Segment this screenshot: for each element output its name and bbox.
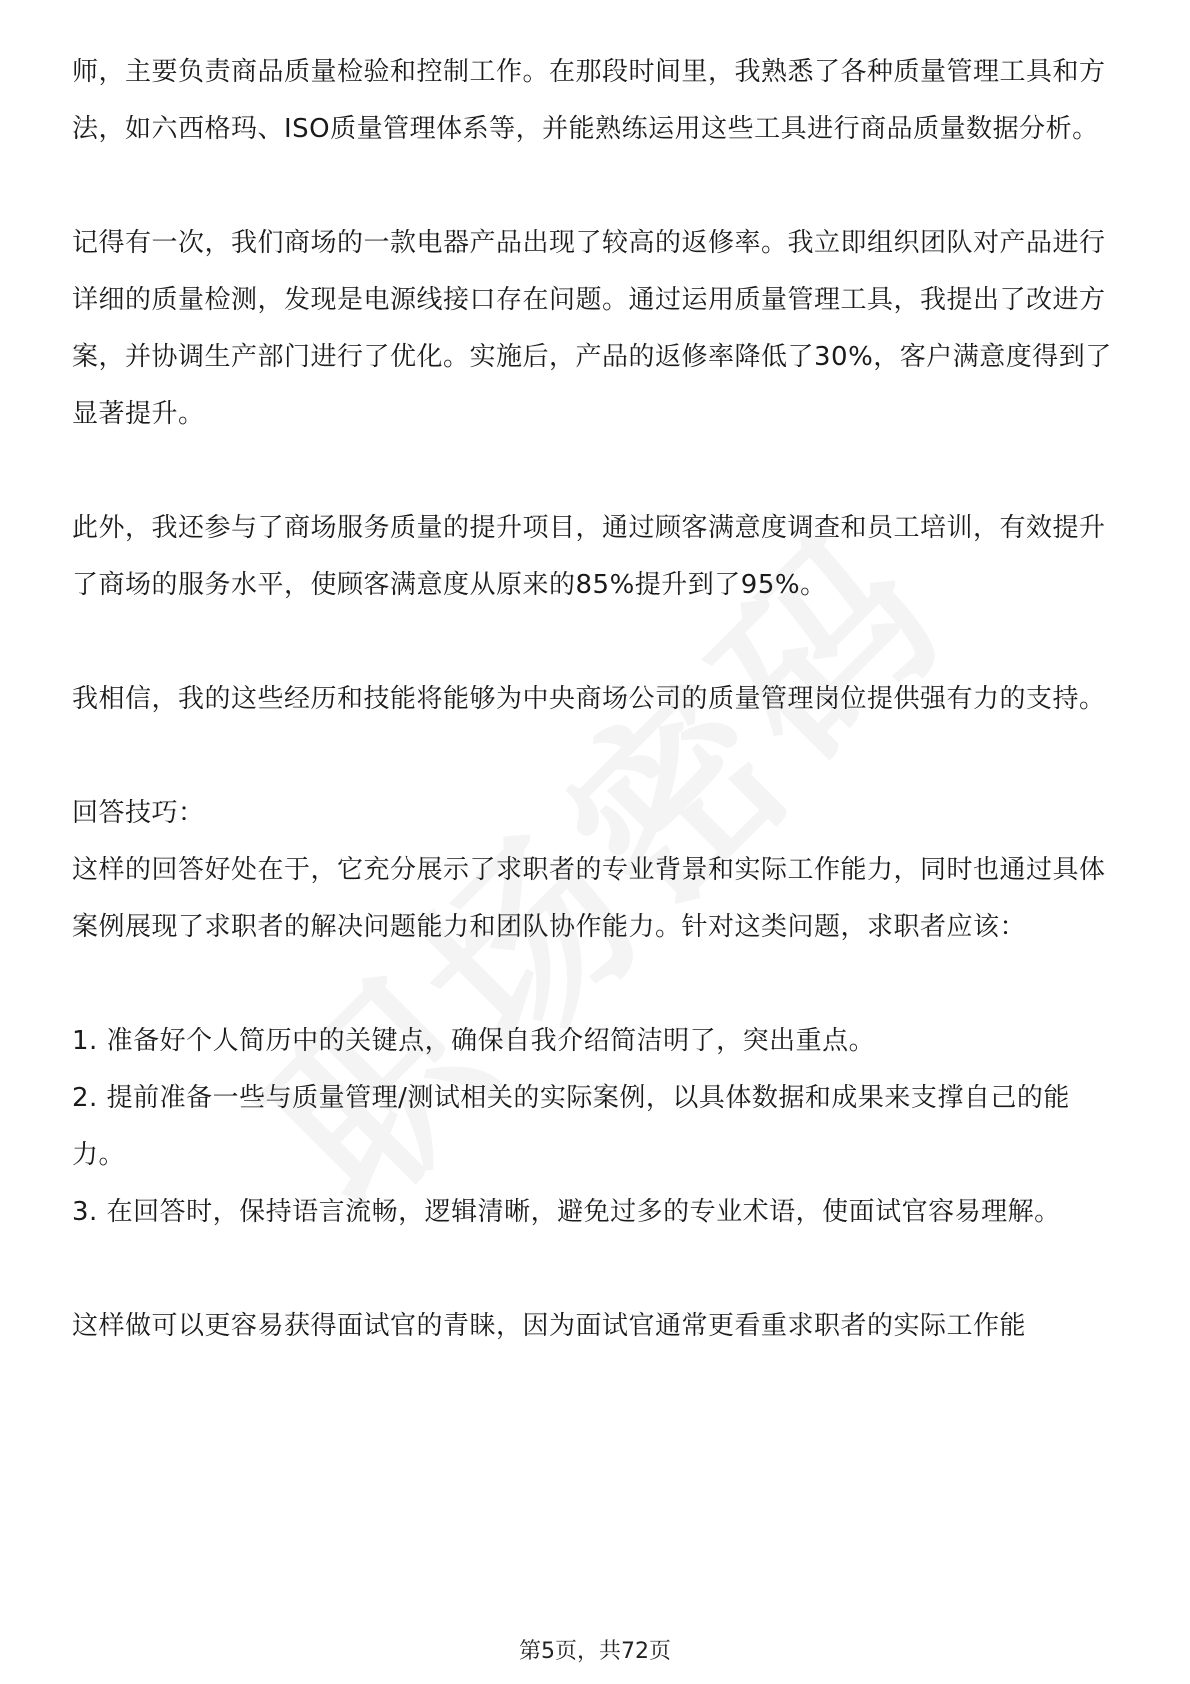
tips-list-item: 3. 在回答时，保持语言流畅，逻辑清晰，避免过多的专业术语，使面试官容易理解。 <box>72 1197 1061 1227</box>
paragraph-case-example: 记得有一次，我们商场的一款电器产品出现了较高的返修率。我立即组织团队对产品进行详细的质量检测，发现是电源线接口存在问题。通过运用质量管理工具，我提出了改进方案，并协调生产部门进行了优化。实施后，产品的返修率降低了30%，客户满意度得到了显著提升。 <box>72 228 1112 429</box>
page-indicator: 第5页，共72页 <box>519 1639 671 1664</box>
document-body <box>72 44 1118 1355</box>
paragraph-experience: 师，主要负责商品质量检验和控制工作。在那段时间里，我熟悉了各种质量管理工具和方法，如六西格玛、ISO质量管理体系等，并能熟练运用这些工具进行商品质量数据分析。 <box>72 57 1106 144</box>
tips-list-item: 1. 准备好个人简历中的关键点，确保自我介绍简洁明了，突出重点。 <box>72 1026 876 1056</box>
tips-heading: 回答技巧： <box>72 798 205 828</box>
paragraph-conclusion: 我相信，我的这些经历和技能将能够为中央商场公司的质量管理岗位提供强有力的支持。 <box>72 684 1106 714</box>
paragraph-closing: 这样做可以更容易获得面试官的青睐，因为面试官通常更看重求职者的实际工作能 <box>72 1311 1027 1341</box>
tips-intro: 这样的回答好处在于，它充分展示了求职者的专业背景和实际工作能力，同时也通过具体案例展现了求职者的解决问题能力和团队协作能力。针对这类问题，求职者应该： <box>72 855 1106 942</box>
paragraph-service-project: 此外，我还参与了商场服务质量的提升项目，通过顾客满意度调查和员工培训，有效提升了商场的服务水平，使顾客满意度从原来的85%提升到了95%。 <box>72 513 1106 600</box>
tips-list-item: 2. 提前准备一些与质量管理/测试相关的实际案例，以具体数据和成果来支撑自己的能力。 <box>72 1083 1070 1170</box>
